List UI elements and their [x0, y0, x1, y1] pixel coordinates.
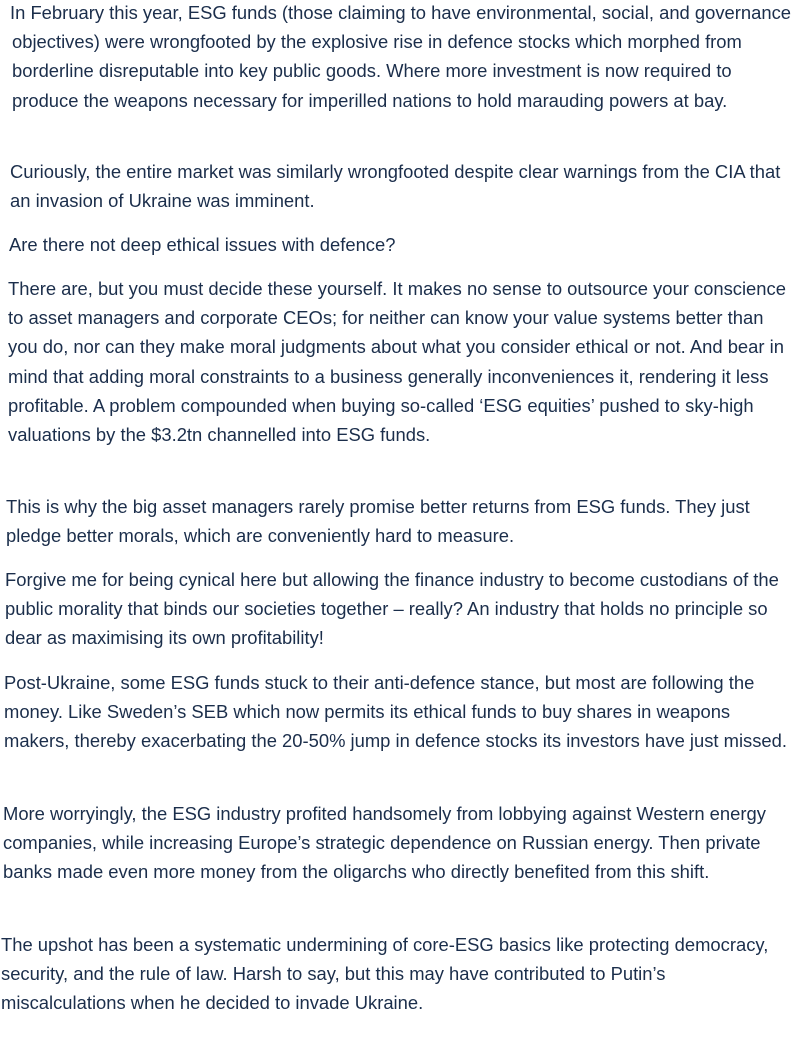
- paragraph-2: Curiously, the entire market was similarly wrongfooted despite clear warnings from the CIA that an invasion of Ukraine was imminent.: [10, 161, 781, 212]
- paragraph-1: In February this year, ESG funds (those claiming to have environmental, social, and governance objectives) were wrongfooted by the explosive rise in defence stocks which morphed from borderline disreputable into key public goods. Where more investment is now required to produce the weapons necessary for imperilled nations to hold marauding powers at bay.: [10, 2, 791, 111]
- paragraph-4: There are, but you must decide these yourself. It makes no sense to outsource your conscience to asset managers and corporate CEOs; for neither can know your value systems better than you do, nor can they make moral judgments about what you consider ethical or not. And bear in mind that adding moral constraints to a business generally inconveniences it, rendering it less profitable. A problem compounded when buying so-called ‘ESG equities’ pushed to sky-high valuations by the $3.2tn channelled into ESG funds.: [8, 278, 786, 446]
- paragraph-3: Are there not deep ethical issues with defence?: [9, 234, 396, 255]
- paragraph-8: More worryingly, the ESG industry profited handsomely from lobbying against Western energy companies, while increasing Europe’s strategic dependence on Russian energy. Then private banks made even more money from the oligarchs who directly benefited from this shift.: [3, 803, 766, 883]
- paragraph-7: Post-Ukraine, some ESG funds stuck to their anti-defence stance, but most are following the money. Like Sweden’s SEB which now permits its ethical funds to buy shares in weapons makers, thereby exacerbating the 20-50% jump in defence stocks its investors have just missed.: [4, 672, 788, 752]
- paragraph-9: The upshot has been a systematic undermining of core-ESG basics like protecting democracy, security, and the rule of law. Harsh to say, but this may have contributed to Putin’s miscalculations when he decided to invade Ukraine.: [1, 934, 769, 1014]
- paragraph-5: This is why the big asset managers rarely promise better returns from ESG funds. They just pledge better morals, which are conveniently hard to measure.: [6, 496, 750, 547]
- paragraph-6: Forgive me for being cynical here but allowing the finance industry to become custodians of the public morality that binds our societies together – really? An industry that holds no principle so dear as maximising its own profitability!: [5, 569, 779, 649]
